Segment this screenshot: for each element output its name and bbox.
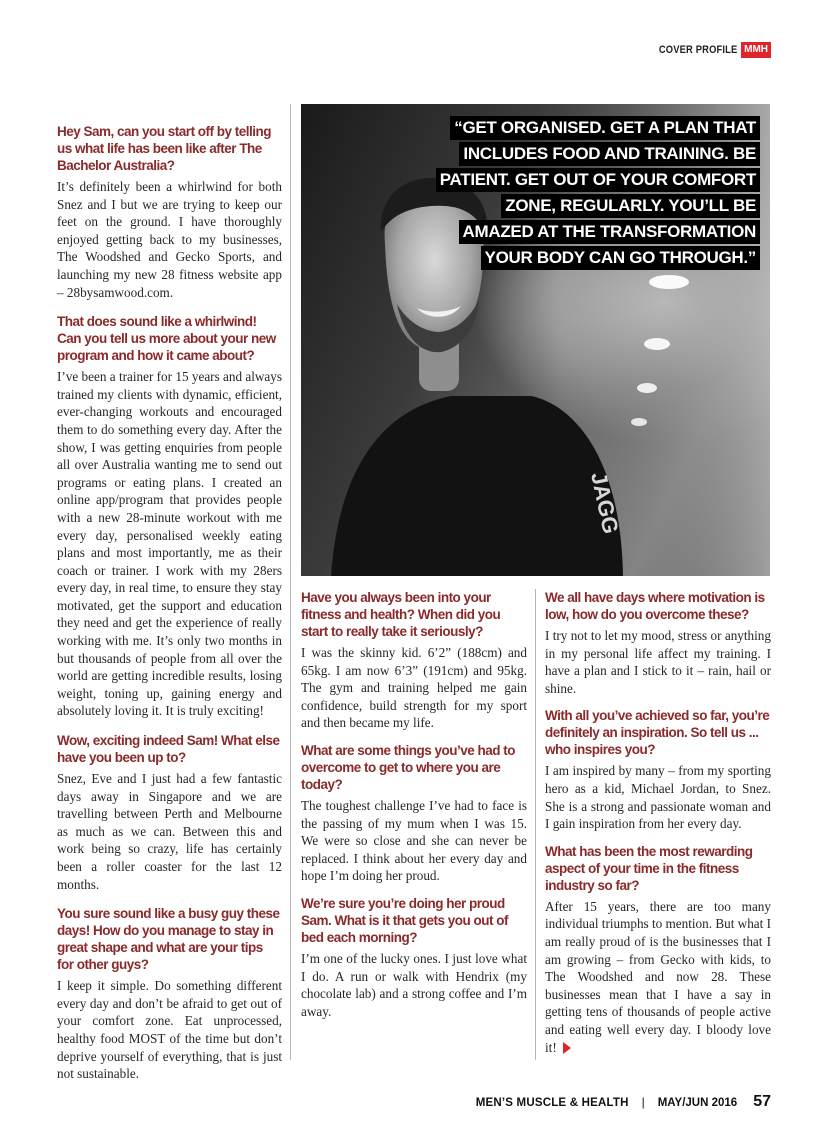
pull-quote-line: AMAZED AT THE TRANSFORMATION — [459, 220, 760, 244]
question-heading: With all you’ve achieved so far, you’re definitely an inspiration. So tell us ... who inspires you? — [545, 708, 770, 758]
end-of-article-arrow-icon — [563, 1042, 571, 1054]
pull-quote-line: INCLUDES FOOD AND TRAINING. BE — [459, 142, 760, 166]
answer-paragraph: The toughest challenge I’ve had to face is the passing of my mum when I was 15. We were so close and she can never be replaced. I think about her every day and hope I’m doing her proud. — [301, 797, 527, 884]
column-1 — [57, 123, 282, 1095]
column-divider — [535, 589, 536, 1060]
pull-quote-line: ZONE, REGULARLY. YOU’LL BE — [501, 194, 760, 218]
answer-paragraph: I keep it simple. Do something different every day and don’t be afraid to get out of your comfort zone. Eat unprocessed, healthy food MOST of the time but don’t deprive yourself of everything, that is just not sustainable. — [57, 978, 282, 1082]
mmh-badge: MMH — [741, 42, 771, 58]
pull-quote-line: PATIENT. GET OUT OF YOUR COMFORT — [436, 168, 760, 192]
pull-quote — [436, 116, 760, 272]
column-3 — [545, 589, 771, 1066]
answer-paragraph: I try not to let my mood, stress or anything in my personal life affect my training. I have a plan and I stick to it – rain, hail or shine. — [545, 628, 771, 696]
pull-quote-line: “GET ORGANISED. GET A PLAN THAT — [450, 116, 760, 140]
question-heading: We’re sure you’re doing her proud Sam. What is it that gets you out of bed each morning? — [301, 895, 509, 945]
question-heading: Hey Sam, can you start off by telling us what life has been like after The Bachelor Australia? — [57, 124, 272, 173]
question-heading: What are some things you’ve had to overcome to get to where you are today? — [301, 742, 516, 792]
question-heading: What has been the most rewarding aspect of your time in the fitness industry so far? — [545, 843, 753, 893]
magazine-name: MEN’S MUSCLE & HEALTH — [475, 1097, 629, 1109]
answer-paragraph: I’ve been a trainer for 15 years and always trained my clients with dynamic, efficient, ever-changing workouts and encouraged them to do something every day. After the show, I was getting enquiries from people all over Australia wanting me to send out programs or eating plans. I created an online app/program that provides people with a new 28-minute workout with me every day, personalised weekly eating plans and most importantly, me as their coach or trainer. I work with my 28ers every day, in real time, to ensure they stay motivated, get the support and education they need and get the experience of really working with me. It’s only two months in but thousands of people from all over the world are getting incredible results, losing weight, toning up, gaining energy and absolutely loving it. It is truly exciting! — [57, 369, 282, 719]
cover-photo — [301, 104, 770, 576]
section-label: COVER PROFILE — [658, 44, 738, 56]
answer-text: After 15 years, there are too many individual triumphs to mention. But what I am really proud of is the businesses that I am growing – from Gecko with kids, to The Woodshed and now 28. These businesses mean that I have a say in getting tens of thousands of people active and eating well every day. I bloody love it! — [545, 898, 772, 1055]
shirt-lettering: JAGG — [586, 469, 624, 537]
issue-date: MAY/JUN 2016 — [657, 1097, 738, 1109]
question-heading: We all have days where motivation is low, how do you overcome these? — [545, 590, 765, 622]
page-number: 57 — [753, 1093, 771, 1110]
question-heading: You sure sound like a busy guy these days! How do you manage to stay in great shape and what are your tips for other guys? — [57, 906, 280, 973]
answer-paragraph: It’s definitely been a whirlwind for both Snez and I but we are trying to keep our feet on the ground. I have thoroughly enjoyed getting back to my businesses, The Woodshed and Gecko Sports, and launching my new 28 fitness website app – 28bysamwood.com. — [57, 179, 282, 300]
page-header — [645, 42, 771, 58]
column-divider — [290, 104, 291, 1060]
pull-quote-line: YOUR BODY CAN GO THROUGH.” — [481, 246, 760, 270]
answer-paragraph: I was the skinny kid. 6’2” (188cm) and 65kg. I am now 6’3” (191cm) and 95kg. The gym and training helped me gain confidence, build strength for my sport and then became my life. — [301, 645, 527, 731]
column-2 — [301, 589, 527, 1030]
question-heading: Have you always been into your fitness and health? When did you start to really take it seriously? — [301, 590, 501, 639]
question-heading: Wow, exciting indeed Sam! What else have you been up to? — [57, 733, 280, 766]
page-footer — [476, 1093, 771, 1111]
answer-paragraph: Snez, Eve and I just had a few fantastic days away in Singapore and we are travelling between Perth and Melbourne as much as we can. Between this and work being so crazy, life has certainly been a roller coaster for the last 12 months. — [57, 771, 282, 892]
answer-paragraph — [545, 898, 771, 1056]
question-heading: That does sound like a whirlwind! Can you tell us more about your new program and how it came about? — [57, 314, 276, 364]
answer-paragraph: I am inspired by many – from my sporting hero as a kid, Michael Jordan, to Snez. She is a strong and passionate woman and I gain inspiration from her every day. — [545, 763, 771, 832]
answer-paragraph: I’m one of the lucky ones. I just love what I do. A run or walk with Hendrix (my chocolate lab) and a strong coffee and I’m away. — [301, 950, 527, 1019]
footer-separator: | — [641, 1095, 645, 1109]
